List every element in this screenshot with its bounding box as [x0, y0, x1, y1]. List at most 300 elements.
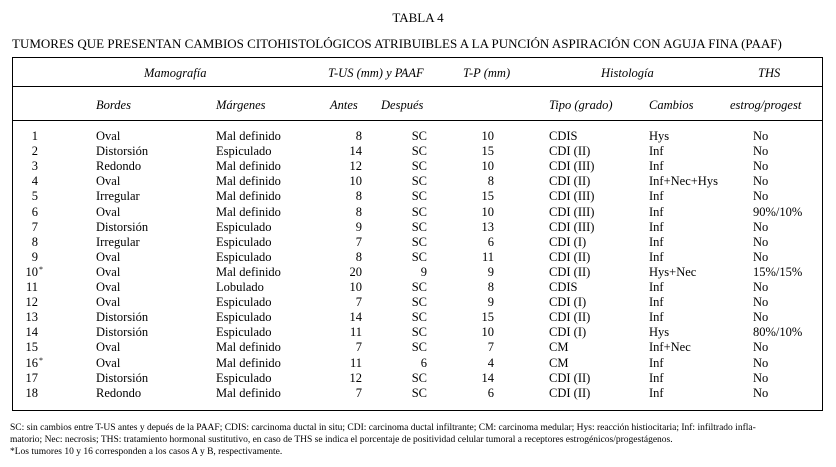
cell-margenes-text: Mal definido [216, 264, 281, 279]
cell-tipo [549, 144, 644, 159]
cell-margenes-text: Espiculado [216, 310, 272, 325]
cell-cambios-text: Inf [649, 249, 664, 264]
cell-margenes [216, 235, 326, 250]
cell-despues-text: SC [411, 204, 427, 219]
cell-n-text: 15 [25, 340, 38, 355]
cell-margenes [216, 280, 326, 295]
cell-bordes-text: Irregular [96, 189, 140, 204]
cell-tp-text: 6 [487, 385, 494, 400]
cell-antes-text: 7 [355, 340, 362, 355]
cell-n [24, 386, 38, 401]
cell-tipo [549, 386, 644, 401]
subheader-cambios: Cambios [649, 98, 694, 112]
cell-bordes-text: Oval [96, 280, 121, 294]
cell-margenes-text: Mal definido [216, 159, 281, 174]
header-mamografia: Mamografía [144, 66, 207, 80]
cell-despues-text: SC [411, 295, 427, 310]
cell-tp-text: 10 [481, 129, 494, 143]
cell-antes [322, 250, 362, 265]
cell-despues-text: SC [411, 325, 427, 340]
cell-ths [753, 325, 823, 340]
subheader-tipo: Tipo (grado) [549, 98, 613, 112]
cell-despues [385, 250, 427, 265]
cell-n-text: 18 [25, 385, 38, 400]
cell-antes [322, 144, 362, 159]
cell-tp [452, 371, 494, 386]
cell-antes-text: 10 [349, 174, 362, 189]
cell-antes-text: 7 [355, 234, 362, 249]
cell-antes-text: 8 [355, 129, 362, 143]
cell-n [24, 205, 38, 220]
cell-margenes-text: Mal definido [216, 189, 281, 204]
subheader-bordes: Bordes [96, 98, 131, 112]
cell-despues [385, 280, 427, 295]
cell-despues-text: SC [411, 219, 427, 234]
cell-bordes [96, 129, 206, 144]
cell-tipo-text: CM [549, 355, 569, 370]
cell-margenes-text: Espiculado [216, 370, 272, 385]
cell-margenes-text: Espiculado [216, 234, 272, 249]
cell-margenes [216, 159, 326, 174]
cell-cambios [649, 371, 739, 386]
cell-n-text: 14 [25, 325, 38, 340]
cell-n [24, 129, 38, 144]
cell-tp-text: 15 [481, 310, 494, 325]
cell-margenes-text: Mal definido [216, 340, 281, 355]
cell-antes [322, 371, 362, 386]
cell-tipo [549, 220, 644, 235]
note-abbrev-1: SC: sin cambios entre T-US antes y depués de la PAAF; CDIS: carcinoma ductal in situ; CDI: carcinoma ductal infiltrante; CM: carcinoma medular; Hys: reacción histiocitaria; Inf: infiltrado infla- [10, 423, 756, 433]
cell-antes [322, 129, 362, 144]
header-divider [12, 86, 823, 87]
cell-despues [385, 310, 427, 325]
cell-cambios-text: Inf [649, 159, 664, 174]
cell-antes [322, 386, 362, 401]
cell-antes-text: 12 [349, 159, 362, 174]
cell-despues-text: SC [411, 249, 427, 264]
cell-margenes [216, 325, 326, 340]
cell-cambios [649, 189, 739, 204]
cell-bordes [96, 250, 206, 265]
cell-margenes-text: Mal definido [216, 355, 281, 370]
cell-cambios-text: Inf [649, 385, 664, 400]
cell-margenes [216, 310, 326, 325]
cell-cambios [649, 340, 739, 355]
cell-tipo-text: CDI (II) [549, 249, 591, 264]
cell-cambios-text: Inf+Nec+Hys [649, 174, 718, 189]
cell-tp-text: 7 [487, 340, 494, 355]
cell-bordes [96, 386, 206, 401]
cell-tipo-text: CDI (III) [549, 204, 595, 219]
cell-cambios-text: Inf [649, 234, 664, 249]
cell-n-text: 6 [31, 204, 38, 219]
cell-n [24, 264, 43, 280]
footnote-marker: * [39, 264, 43, 274]
cell-ths [753, 386, 823, 401]
cell-margenes [216, 144, 326, 159]
cell-bordes-text: Distorsión [96, 219, 149, 234]
cell-ths [753, 340, 823, 355]
cell-tp [452, 250, 494, 265]
cell-margenes [216, 356, 326, 371]
cell-despues [385, 265, 427, 280]
cell-despues [385, 356, 427, 371]
cell-tipo [549, 325, 644, 340]
cell-ths-text: No [753, 249, 769, 264]
cell-tipo-text: CDI (II) [549, 370, 591, 385]
cell-bordes-text: Oval [96, 204, 121, 219]
cell-bordes-text: Oval [96, 340, 121, 355]
cell-antes [322, 205, 362, 220]
cell-bordes-text: Distorsión [96, 370, 149, 385]
cell-ths-text: 90%/10% [753, 204, 803, 219]
cell-bordes [96, 220, 206, 235]
cell-cambios [649, 129, 739, 144]
cell-antes [322, 356, 362, 371]
cell-n-text: 2 [31, 144, 38, 159]
cell-antes-text: 11 [349, 325, 362, 340]
cell-tp [452, 189, 494, 204]
cell-n-text: 9 [31, 249, 38, 264]
cell-despues [385, 205, 427, 220]
cell-cambios [649, 386, 739, 401]
cell-cambios [649, 235, 739, 250]
cell-margenes [216, 250, 326, 265]
cell-margenes [216, 295, 326, 310]
cell-tp [452, 220, 494, 235]
cell-tipo-text: CDIS [549, 280, 578, 294]
cell-tp-text: 15 [481, 144, 494, 159]
cell-margenes-text: Espiculado [216, 325, 272, 340]
cell-margenes-text: Mal definido [216, 204, 281, 219]
cell-tipo [549, 174, 644, 189]
cell-ths [753, 189, 823, 204]
cell-ths-text: 15%/15% [753, 264, 803, 279]
cell-tp [452, 144, 494, 159]
table-title: TUMORES QUE PRESENTAN CAMBIOS CITOHISTOLÓGICOS ATRIBUIBLES A LA PUNCIÓN ASPIRACIÓN CON AGUJA FINA (PAAF) [12, 36, 782, 51]
cell-antes-text: 8 [355, 249, 362, 264]
cell-tipo-text: CDI (I) [549, 234, 587, 249]
subheader-margenes: Márgenes [216, 98, 266, 112]
cell-cambios [649, 250, 739, 265]
cell-ths-text: No [753, 219, 769, 234]
cell-bordes-text: Oval [96, 355, 121, 370]
cell-n [24, 159, 38, 174]
cell-tp [452, 295, 494, 310]
cell-antes-text: 11 [349, 355, 362, 370]
cell-cambios-text: Hys+Nec [649, 264, 697, 279]
cell-ths-text: No [753, 189, 769, 204]
header-ths: THS [758, 66, 781, 80]
cell-bordes-text: Irregular [96, 234, 140, 249]
cell-ths-text: No [753, 340, 769, 355]
cell-bordes-text: Distorsión [96, 310, 149, 325]
cell-n-text: 13 [25, 310, 38, 325]
cell-antes-text: 7 [355, 295, 362, 310]
cell-bordes [96, 371, 206, 386]
cell-ths-text: No [753, 280, 769, 294]
cell-n [24, 174, 38, 189]
cell-tipo [549, 280, 644, 295]
cell-margenes [216, 340, 326, 355]
cell-n [24, 371, 38, 386]
cell-margenes [216, 371, 326, 386]
cell-cambios [649, 356, 739, 371]
cell-cambios-text: Inf [649, 310, 664, 325]
cell-tipo [549, 189, 644, 204]
cell-bordes [96, 280, 206, 295]
cell-bordes-text: Redondo [96, 159, 142, 174]
cell-n [24, 310, 38, 325]
cell-ths-text: No [753, 295, 769, 310]
cell-cambios-text: Inf [649, 370, 664, 385]
cell-despues [385, 144, 427, 159]
cell-tipo [549, 310, 644, 325]
cell-despues-text: SC [411, 385, 427, 400]
cell-despues [385, 235, 427, 250]
cell-margenes-text: Mal definido [216, 385, 281, 400]
cell-bordes [96, 265, 206, 280]
cell-margenes-text: Espiculado [216, 144, 272, 159]
cell-ths-text: No [753, 159, 769, 174]
cell-bordes [96, 325, 206, 340]
subheader-estrog: estrog/progest [730, 98, 802, 112]
cell-tipo [549, 356, 644, 371]
header-tus-paaf: T-US (mm) y PAAF [328, 66, 424, 80]
cell-tp [452, 174, 494, 189]
cell-tp [452, 205, 494, 220]
cell-ths [753, 295, 823, 310]
cell-ths [753, 235, 823, 250]
cell-ths-text: No [753, 370, 769, 385]
cell-ths [753, 220, 823, 235]
cell-antes [322, 220, 362, 235]
cell-n-text: 10 [25, 264, 38, 279]
cell-despues [385, 295, 427, 310]
cell-despues [385, 386, 427, 401]
cell-tipo [549, 250, 644, 265]
cell-tp-text: 13 [481, 219, 494, 234]
cell-tipo [549, 129, 644, 144]
cell-tipo-text: CDI (II) [549, 310, 591, 325]
cell-margenes-text: Mal definido [216, 174, 281, 189]
cell-tipo-text: CDI (II) [549, 385, 591, 400]
cell-n [24, 355, 43, 371]
cell-antes-text: 10 [349, 280, 362, 294]
cell-tipo-text: CDI (II) [549, 144, 591, 159]
cell-antes-text: 8 [355, 189, 362, 204]
cell-tp-text: 11 [481, 249, 494, 264]
cell-antes [322, 295, 362, 310]
cell-tipo [549, 205, 644, 220]
cell-cambios-text: Inf [649, 355, 664, 370]
cell-ths-text: 80%/10% [753, 325, 803, 340]
cell-despues-text: SC [411, 174, 427, 189]
cell-n-text: 1 [31, 129, 38, 143]
cell-despues [385, 159, 427, 174]
cell-ths-text: No [753, 310, 769, 325]
cell-n-text: 7 [31, 219, 38, 234]
cell-tp [452, 265, 494, 280]
cell-n [24, 235, 38, 250]
cell-ths [753, 265, 823, 280]
cell-n [24, 250, 38, 265]
cell-antes-text: 12 [349, 370, 362, 385]
cell-margenes-text: Espiculado [216, 295, 272, 310]
cell-despues [385, 371, 427, 386]
cell-cambios-text: Inf [649, 295, 664, 310]
cell-tp-text: 10 [481, 204, 494, 219]
cell-bordes-text: Distorsión [96, 144, 149, 159]
cell-despues-text: SC [411, 340, 427, 355]
cell-bordes [96, 235, 206, 250]
cell-cambios-text: Inf [649, 219, 664, 234]
cell-despues-text: 9 [420, 264, 427, 279]
cell-tipo-text: CDI (II) [549, 264, 591, 279]
cell-despues [385, 340, 427, 355]
cell-cambios [649, 295, 739, 310]
cell-margenes [216, 129, 326, 144]
cell-despues-text: SC [411, 234, 427, 249]
cell-margenes [216, 220, 326, 235]
cell-tipo-text: CDI (I) [549, 325, 587, 340]
cell-margenes [216, 205, 326, 220]
cell-cambios [649, 144, 739, 159]
cell-margenes [216, 174, 326, 189]
cell-bordes-text: Oval [96, 249, 121, 264]
cell-ths-text: No [753, 355, 769, 370]
cell-ths [753, 129, 823, 144]
cell-margenes-text: Mal definido [216, 129, 281, 143]
cell-bordes [96, 159, 206, 174]
cell-n-text: 17 [25, 370, 38, 385]
cell-antes-text: 9 [355, 219, 362, 234]
cell-ths [753, 280, 823, 295]
cell-n-text: 16 [25, 355, 38, 370]
cell-antes [322, 340, 362, 355]
cell-margenes-text: Espiculado [216, 219, 272, 234]
cell-cambios-text: Inf [649, 144, 664, 159]
header-tp: T-P (mm) [463, 66, 511, 80]
footnote-marker: * [39, 355, 43, 365]
cell-antes [322, 159, 362, 174]
cell-tp [452, 386, 494, 401]
cell-bordes [96, 174, 206, 189]
cell-ths-text: No [753, 234, 769, 249]
cell-tp [452, 235, 494, 250]
cell-despues-text: SC [411, 129, 427, 143]
cell-bordes-text: Distorsión [96, 325, 149, 340]
cell-bordes-text: Oval [96, 264, 121, 279]
cell-bordes [96, 310, 206, 325]
cell-bordes [96, 205, 206, 220]
cell-despues-text: SC [411, 310, 427, 325]
note-footnote: *Los tumores 10 y 16 corresponden a los casos A y B, respectivamente. [10, 447, 283, 457]
cell-tp-text: 6 [487, 234, 494, 249]
cell-tipo-text: CDIS [549, 129, 578, 143]
cell-despues [385, 325, 427, 340]
cell-n-text: 12 [25, 295, 38, 310]
cell-despues-text: SC [411, 189, 427, 204]
note-abbrev-2: matorio; Nec: necrosis; THS: tratamiento hormonal sustitutivo, en caso de THS se indica el porcentaje de positividad celular tumoral a receptores estrogénicos/progestágenos. [10, 435, 673, 445]
cell-antes [322, 174, 362, 189]
cell-cambios-text: Hys [649, 325, 670, 340]
cell-n-text: 4 [31, 174, 38, 189]
cell-ths-text: No [753, 144, 769, 159]
cell-antes [322, 280, 362, 295]
cell-ths-text: No [753, 385, 769, 400]
cell-ths-text: No [753, 174, 769, 189]
cell-margenes [216, 189, 326, 204]
cell-tipo [549, 340, 644, 355]
cell-despues-text: SC [411, 370, 427, 385]
cell-cambios [649, 159, 739, 174]
cell-tp [452, 310, 494, 325]
cell-tp [452, 356, 494, 371]
cell-tp-text: 14 [481, 370, 494, 385]
cell-tp-text: 10 [481, 325, 494, 340]
cell-n [24, 340, 38, 355]
cell-n-text: 11 [25, 280, 38, 294]
cell-cambios-text: Inf [649, 204, 664, 219]
cell-tp-text: 15 [481, 189, 494, 204]
cell-tipo-text: CDI (III) [549, 219, 595, 234]
subheader-antes: Antes [330, 98, 358, 112]
cell-ths [753, 159, 823, 174]
cell-margenes-text: Lobulado [216, 280, 264, 294]
cell-n-text: 3 [31, 159, 38, 174]
cell-cambios [649, 220, 739, 235]
cell-n [24, 325, 38, 340]
cell-ths [753, 250, 823, 265]
cell-antes-text: 20 [349, 264, 362, 279]
cell-n [24, 144, 38, 159]
cell-bordes [96, 189, 206, 204]
cell-n-text: 8 [31, 234, 38, 249]
cell-cambios [649, 325, 739, 340]
cell-tipo [549, 371, 644, 386]
cell-antes-text: 8 [355, 204, 362, 219]
cell-ths [753, 356, 823, 371]
cell-antes-text: 14 [349, 144, 362, 159]
cell-tipo [549, 265, 644, 280]
cell-despues-text: SC [411, 280, 427, 294]
cell-cambios-text: Inf [649, 280, 664, 294]
cell-despues-text: SC [411, 159, 427, 174]
cell-despues [385, 174, 427, 189]
cell-n [24, 280, 38, 295]
body-divider [12, 120, 823, 121]
cell-antes [322, 235, 362, 250]
cell-tipo [549, 159, 644, 174]
cell-tp [452, 159, 494, 174]
cell-ths [753, 371, 823, 386]
header-histologia: Histología [601, 66, 654, 80]
cell-despues-text: SC [411, 144, 427, 159]
cell-tp [452, 280, 494, 295]
cell-ths-text: No [753, 129, 769, 143]
cell-tp [452, 340, 494, 355]
cell-cambios [649, 265, 739, 280]
cell-despues [385, 189, 427, 204]
cell-n [24, 220, 38, 235]
cell-antes [322, 265, 362, 280]
cell-bordes-text: Oval [96, 295, 121, 310]
cell-tp [452, 325, 494, 340]
cell-tipo [549, 235, 644, 250]
cell-bordes-text: Oval [96, 129, 121, 143]
cell-bordes-text: Redondo [96, 385, 142, 400]
